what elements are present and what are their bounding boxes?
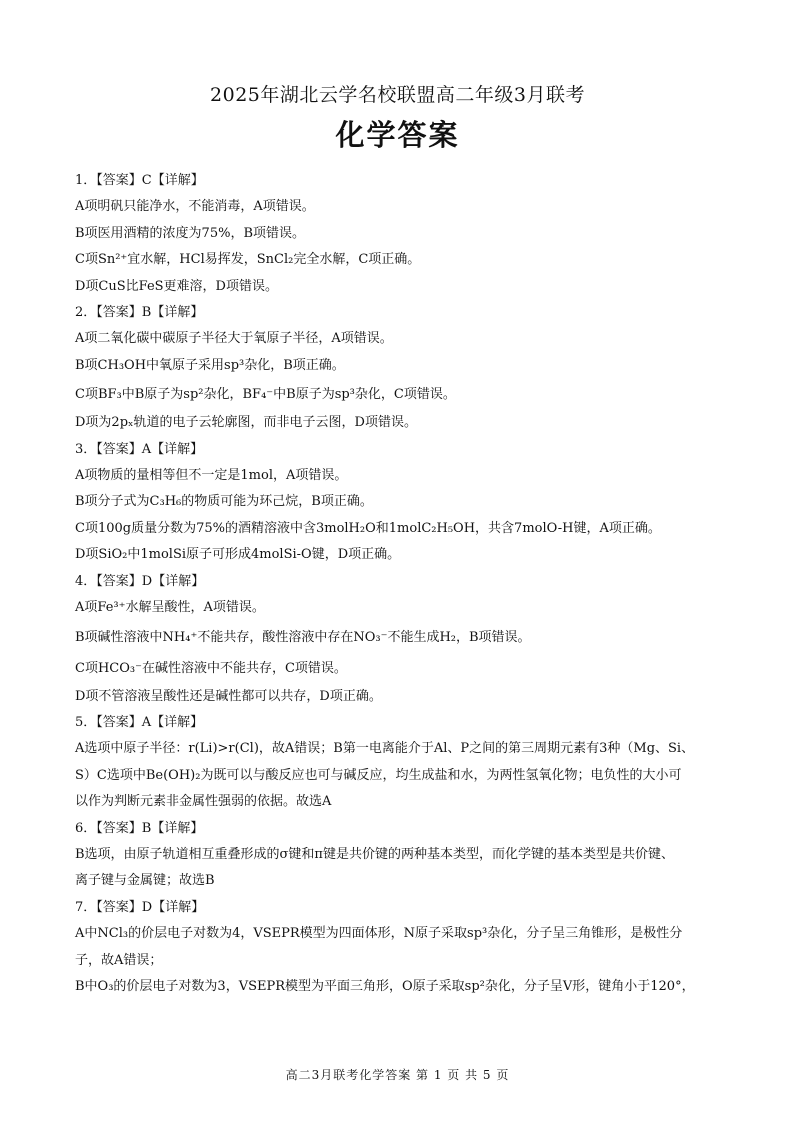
question-heading: 7．【答案】D【详解】 xyxy=(75,899,205,915)
explanation-line: D项不管溶液呈酸性还是碱性都可以共存，D项正确。 xyxy=(75,688,382,704)
explanation-line: A项明矾只能净水，不能消毒，A项错误。 xyxy=(75,199,315,215)
explanation-line: C项100g质量分数为75%的酒精溶液中含3molH₂O和1molC₂H₅OH，共含7molO-H键，A项正确。 xyxy=(75,520,661,536)
page-footer: 高二3月联考化学答案 第 1 页 共 5 页 xyxy=(285,1068,510,1082)
question-heading: 3．【答案】A【详解】 xyxy=(75,441,204,457)
explanation-line: D项CuS比FeS更难溶，D项错误。 xyxy=(75,278,278,294)
question-heading: 6．【答案】B【详解】 xyxy=(75,820,204,836)
explanation-line: C项Sn²⁺宜水解，HCl易挥发，SnCl₂完全水解，C项正确。 xyxy=(75,252,421,268)
question-heading: 2．【答案】B【详解】 xyxy=(75,305,204,321)
explanation-line: D项为2pₓ轨道的电子云轮廓图，而非电子云图，D项错误。 xyxy=(75,415,417,431)
explanation-line: C项HCO₃⁻在碱性溶液中不能共存，C项错误。 xyxy=(75,660,347,676)
answer-content xyxy=(75,168,725,1000)
explanation-line: B中O₃的价层电子对数为3，VSEPR模型为平面三角形，O原子采取sp²杂化，分子呈V形，键角小于120°， xyxy=(75,978,695,994)
explanation-line: A项二氧化碳中碳原子半径大于氧原子半径，A项错误。 xyxy=(75,331,393,347)
explanation-line: A项Fe³⁺水解呈酸性，A项错误。 xyxy=(75,600,265,616)
explanation-line: A项物质的量相等但不一定是1mol，A项错误。 xyxy=(75,468,348,484)
exam-header: 2025年湖北云学名校联盟高二年级3月联考 xyxy=(210,84,585,106)
question-heading: 4．【答案】D【详解】 xyxy=(75,573,205,589)
explanation-line: A选项中原子半径：r(Li)>r(Cl)，故A错误；B第一电离能介于Al、P之间的第三周期元素有3种（Mg、Si、 xyxy=(75,741,695,757)
explanation-line: 子，故A错误； xyxy=(75,952,163,968)
explanation-line: A中NCl₃的价层电子对数为4，VSEPR模型为四面体形，N原子采取sp³杂化，分子呈三角锥形，是极性分 xyxy=(75,926,683,942)
explanation-line: S）C选项中Be(OH)₂为既可以与酸反应也可与碱反应，均生成盐和水，为两性氢氧化物；电负性的大小可 xyxy=(75,767,682,783)
explanation-line: 以作为判断元素非金属性强弱的依据。故选A xyxy=(75,794,332,810)
explanation-line: C项BF₃中B原子为sp²杂化，BF₄⁻中B原子为sp³杂化，C项错误。 xyxy=(75,387,456,403)
explanation-line: B项CH₃OH中氧原子采用sp³杂化，B项正确。 xyxy=(75,357,345,373)
explanation-line: B项碱性溶液中NH₄⁺不能共存，酸性溶液中存在NO₃⁻不能生成H₂，B项错误。 xyxy=(75,629,531,645)
explanation-line: B项医用酒精的浓度为75%，B项错误。 xyxy=(75,225,306,241)
question-heading: 1．【答案】C【详解】 xyxy=(75,173,204,188)
explanation-line: 离子键与金属键；故选B xyxy=(75,873,215,889)
explanation-line: D项SiO₂中1molSi原子可形成4molSi-O键，D项正确。 xyxy=(75,547,401,563)
explanation-line: B项分子式为C₃H₆的物质可能为环己烷，B项正确。 xyxy=(75,494,373,510)
explanation-line: B选项，由原子轨道相互重叠形成的σ键和π键是共价键的两种基本类型，而化学键的基本类型是共价键、 xyxy=(75,846,674,862)
page-title: 化学答案 xyxy=(335,118,460,152)
question-heading: 5．【答案】A【详解】 xyxy=(75,714,204,730)
